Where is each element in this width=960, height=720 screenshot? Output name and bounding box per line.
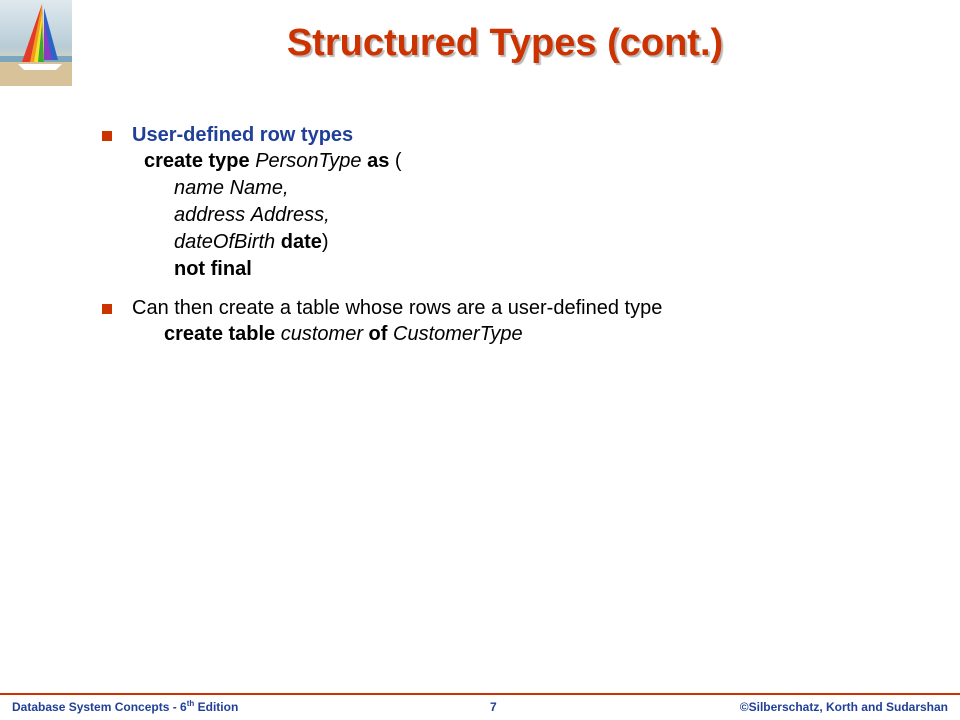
square-bullet-icon xyxy=(102,304,112,314)
bullet-item xyxy=(102,122,940,148)
footer-edition-sup: th xyxy=(186,699,195,708)
attr-name: name xyxy=(174,177,225,199)
slide-title: Structured Types (cont.) xyxy=(286,22,724,64)
keyword: of xyxy=(368,323,388,345)
keyword: not final xyxy=(174,258,252,280)
footer-copyright: ©Silberschatz, Korth and Sudarshan xyxy=(739,700,948,714)
footer-book-title xyxy=(12,700,238,714)
type-name: CustomerType xyxy=(393,323,523,345)
attr-name: address xyxy=(174,204,246,226)
code-line xyxy=(102,321,940,348)
keyword: create type xyxy=(144,150,250,172)
footer-edition-text: Edition xyxy=(194,700,239,714)
attr-name: dateOfBirth xyxy=(174,231,276,253)
code-line xyxy=(102,175,940,202)
keyword: as xyxy=(367,150,390,172)
code-line xyxy=(102,148,940,175)
page-number: 7 xyxy=(490,700,497,714)
footer-book-title-text: Database System Concepts - 6 xyxy=(12,700,187,714)
code-line xyxy=(102,256,940,283)
keyword: date xyxy=(280,231,322,253)
bullet-text: Can then create a table whose rows are a user-defined type xyxy=(132,297,663,319)
code-line xyxy=(102,229,940,256)
paren: ( xyxy=(394,150,402,172)
square-bullet-icon xyxy=(102,131,112,141)
bullet-item xyxy=(102,295,940,321)
table-name: customer xyxy=(280,323,363,345)
attr-type: Name, xyxy=(229,177,289,199)
paren: ) xyxy=(321,231,329,253)
footer-divider xyxy=(0,693,960,695)
code-block xyxy=(102,148,940,283)
slide-content xyxy=(102,122,940,348)
attr-type: Address, xyxy=(250,204,330,226)
keyword: create table xyxy=(164,323,276,345)
type-name: PersonType xyxy=(255,150,362,172)
bullet-text: User-defined row types xyxy=(132,124,354,146)
code-line xyxy=(102,202,940,229)
